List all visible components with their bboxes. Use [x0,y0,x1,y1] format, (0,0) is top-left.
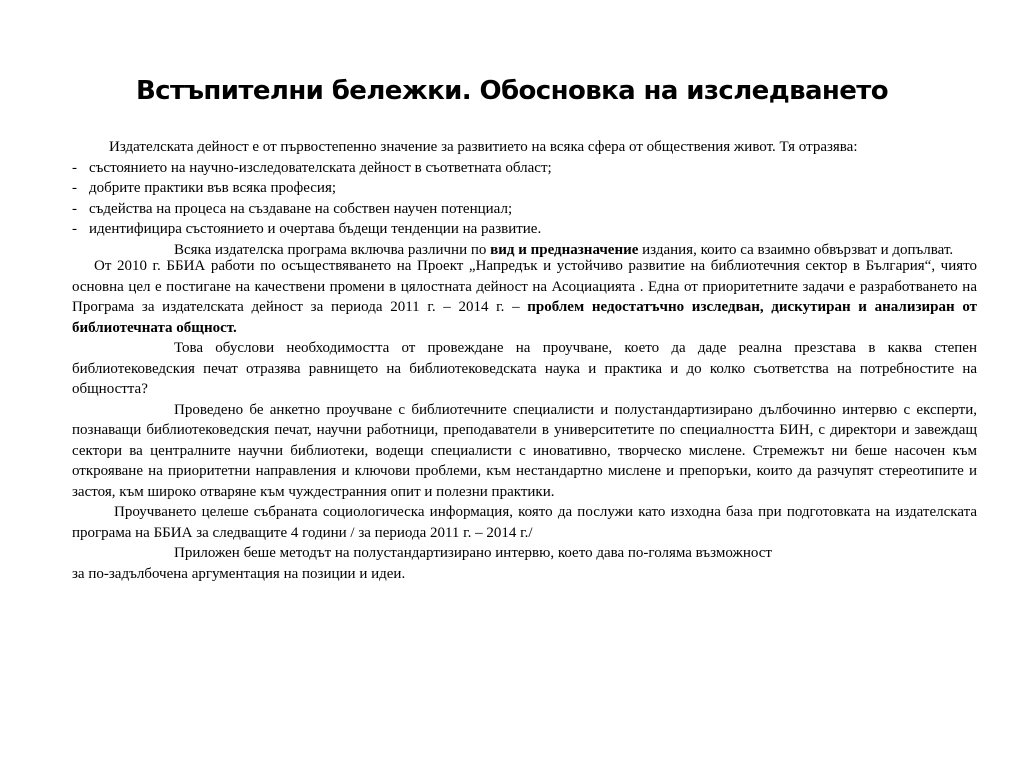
p2-text-before: Всяка издателска програма включва различни по [174,241,491,258]
p2-bold-text: вид и предназначение [490,241,639,258]
bullet-text: състоянието на научно-изследователската дейност в съответната област; [89,159,552,176]
bullet-dash: - [72,221,77,237]
paragraph-method [72,543,977,584]
p3-text: От 2010 г. ББИА работи по осъществяването на Проект „Напредък и устойчиво развитие на библиотечния сектор в България“, чиято основна цел е постигане на качествени промени в цялостната дейност на Асоциацията . Една от приоритетните задачи е разработването на Програма за издателската дейност за периода 2011 г. – 2014 г. – [72,258,977,315]
p3-bold-text: проблем недостатъчно изследван, дискутиран и анализиран от библиотечната общност. [72,299,978,336]
bullet-dash: - [72,180,77,196]
paragraph-survey: Проведено бе анкетно проучване с библиотечните специалисти и полустандартизирано дълбочинно интервю с експерти, познаващи библиотековедския печат, научни работници, преподаватели в университетите по специалността БИН, с директори и завеждащ сектори ва централните научни библиотеки, водещи специалисти с иновативно, творческо мислене. Стремежът ни беше насочен към открояване на приоритетни направления и ключови проблеми, към нестандартно мислене и препоръки, които да разчупят стереотипите и застоя, към широко отваряне към чуждестранния опит и полезни практики. [72,401,977,500]
bullet-item [72,178,977,199]
bullet-item [72,219,977,240]
slide-body [72,137,977,584]
bullet-list [72,158,977,240]
intro-paragraph: Издателската дейност е от първостепенно значение за развитието на всяка сфера от обществения живот. Тя отразява: [109,139,858,155]
paragraph-project [72,256,977,338]
bullet-dash: - [72,159,77,176]
bullet-text: добрите практики във всяка професия; [89,180,337,196]
bullet-text: съдейства на процеса на създаване на собствен научен потенциал; [89,200,513,217]
bullet-item [72,199,977,220]
bullet-dash: - [72,200,77,217]
p7-line-1: Приложен беше методът на полустандартизирано интервю, което дава по-голяма възможност [174,545,772,561]
p2-text-after: издания, които са взаимно обвързват и допълват. [638,241,954,258]
slide-title: Встъпителни бележки. Обосновка на изследването [135,76,889,106]
p7-line-2: за по-задълбочена аргументация на позиции и идеи. [72,565,406,582]
paragraph-purpose: Проучването целеше събраната социологическа информация, която да послужи като изходна база при подготовката на издателската програма на ББИА за следващите 4 години / за периода 2011 г. – 2014 г./ [72,504,977,541]
paragraph-necessity: Това обуслови необходимостта от провеждане на проучване, което да даде реална презстава в каква степен библиотековедския печат отразява равнището на библиотековедската наука и практика и до колко съответства на потребностите на общността? [72,340,977,397]
bullet-item [72,158,977,179]
bullet-text: идентифицира състоянието и очертава бъдещи тенденции на развитие. [89,221,542,237]
